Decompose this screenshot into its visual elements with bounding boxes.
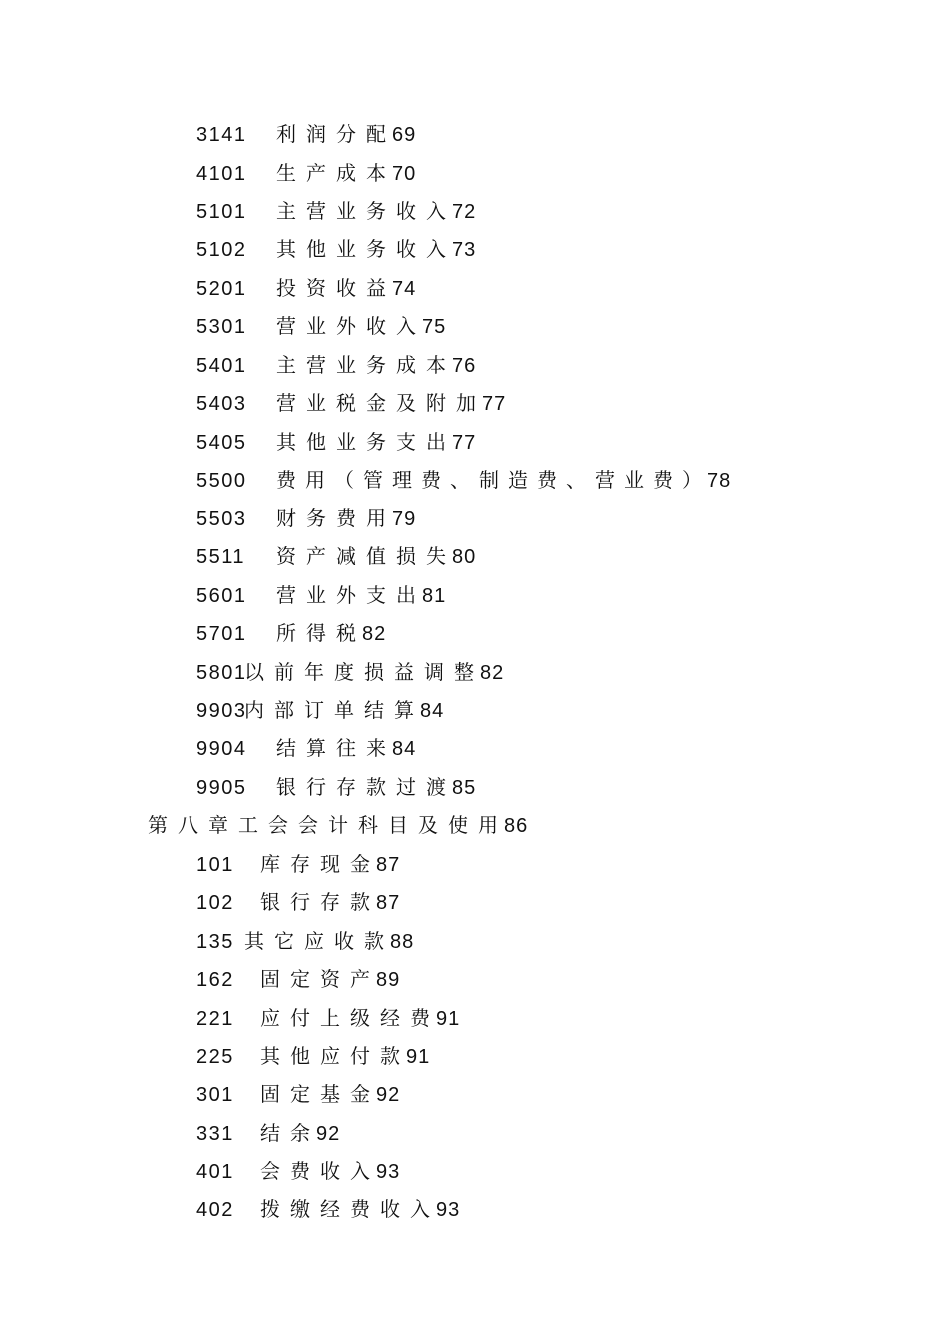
page-number: 93: [436, 1199, 461, 1221]
account-code: 5405: [196, 432, 247, 454]
toc-entry: [196, 158, 416, 188]
page-number: 79: [392, 508, 417, 530]
toc-entry: [196, 733, 416, 763]
account-code: 5701: [196, 623, 247, 645]
account-code: 162: [196, 969, 234, 991]
account-code: 5500: [196, 470, 247, 492]
account-title: 其他应付款: [260, 1044, 410, 1068]
toc-entry: [196, 849, 400, 879]
account-title: 利润分配: [276, 122, 396, 146]
page-number: 86: [504, 815, 529, 837]
toc-entry: [196, 465, 731, 495]
page-number: 93: [376, 1161, 401, 1183]
account-code: 402: [196, 1199, 234, 1221]
page-number: 82: [362, 623, 387, 645]
account-title: 其他业务收入: [276, 237, 456, 261]
account-code: 135: [196, 931, 234, 953]
toc-entry: [196, 695, 444, 725]
chapter-title: 第八章工会会计科目及使用: [148, 813, 508, 837]
page-number: 72: [452, 201, 477, 223]
toc-entry: [196, 887, 400, 917]
account-title: 投资收益: [276, 276, 396, 300]
toc-entry: [196, 350, 476, 380]
account-title: 固定基金: [260, 1082, 380, 1106]
account-title: 库存现金: [260, 852, 380, 876]
toc-entry: [196, 541, 476, 571]
account-title: 其它应收款: [244, 929, 394, 953]
account-title: 费用（管理费、制造费、营业费）: [276, 468, 711, 492]
account-code: 5301: [196, 316, 247, 338]
page-number: 89: [376, 969, 401, 991]
account-title: 营业外收入: [276, 314, 426, 338]
toc-entry: [196, 196, 476, 226]
page-number: 85: [452, 777, 477, 799]
page-number: 78: [707, 470, 732, 492]
toc-entry: [196, 1079, 400, 1109]
account-code: 5102: [196, 239, 247, 261]
account-title: 应付上级经费: [260, 1006, 440, 1030]
page-number: 84: [420, 700, 445, 722]
toc-entry: [196, 1003, 460, 1033]
toc-entry: [196, 273, 416, 303]
toc-entry: [196, 234, 476, 264]
page-number: 74: [392, 278, 417, 300]
account-code: 5101: [196, 201, 247, 223]
account-title: 资产减值损失: [276, 544, 456, 568]
page-number: 87: [376, 892, 401, 914]
account-title: 财务费用: [276, 506, 396, 530]
toc-entry: [196, 657, 504, 687]
account-code: 5503: [196, 508, 247, 530]
toc-entry: [196, 926, 414, 956]
toc-entry: [196, 618, 386, 648]
account-title: 营业外支出: [276, 583, 426, 607]
toc-entry: [196, 964, 400, 994]
toc-entry: [196, 1194, 460, 1224]
account-title: 会费收入: [260, 1159, 380, 1183]
toc-entry: [196, 119, 416, 149]
account-code: 101: [196, 854, 234, 876]
toc-entry: [196, 1118, 340, 1148]
account-title: 主营业务收入: [276, 199, 456, 223]
page-number: 75: [422, 316, 447, 338]
account-code: 5201: [196, 278, 247, 300]
toc-entry: [196, 311, 446, 341]
page-number: 69: [392, 124, 417, 146]
toc-entry: [196, 1041, 430, 1071]
page-number: 84: [392, 738, 417, 760]
page-number: 82: [480, 662, 505, 684]
account-code: 401: [196, 1161, 234, 1183]
account-code: 5801: [196, 662, 247, 684]
page-number: 87: [376, 854, 401, 876]
account-code: 5511: [196, 546, 246, 568]
account-code: 4101: [196, 163, 247, 185]
account-code: 221: [196, 1008, 234, 1030]
account-title: 其他业务支出: [276, 430, 456, 454]
toc-entry: [196, 427, 476, 457]
page-number: 80: [452, 546, 477, 568]
chapter-heading: [148, 810, 528, 840]
account-title: 固定资产: [260, 967, 380, 991]
account-title: 拨缴经费收入: [260, 1197, 440, 1221]
account-code: 225: [196, 1046, 234, 1068]
account-title: 结算往来: [276, 736, 396, 760]
account-code: 102: [196, 892, 234, 914]
account-code: 331: [196, 1123, 234, 1145]
account-code: 301: [196, 1084, 234, 1106]
account-title: 银行存款过渡: [276, 775, 456, 799]
account-title: 银行存款: [260, 890, 380, 914]
page-number: 92: [316, 1123, 341, 1145]
account-title: 所得税: [276, 621, 366, 645]
account-title: 内部订单结算: [244, 698, 424, 722]
toc-entry: [196, 772, 476, 802]
account-title: 以前年度损益调整: [244, 660, 484, 684]
account-title: 生产成本: [276, 161, 396, 185]
account-title: 营业税金及附加: [276, 391, 486, 415]
account-code: 9903: [196, 700, 247, 722]
account-code: 5601: [196, 585, 247, 607]
account-code: 5401: [196, 355, 247, 377]
page-number: 81: [422, 585, 447, 607]
toc-entry: [196, 580, 446, 610]
page-number: 92: [376, 1084, 401, 1106]
page-number: 91: [436, 1008, 461, 1030]
page-number: 70: [392, 163, 417, 185]
toc-entry: [196, 388, 506, 418]
page-number: 91: [406, 1046, 431, 1068]
account-code: 9904: [196, 738, 247, 760]
account-code: 5403: [196, 393, 247, 415]
page-number: 76: [452, 355, 477, 377]
page-number: 77: [482, 393, 507, 415]
page-number: 77: [452, 432, 477, 454]
account-title: 主营业务成本: [276, 353, 456, 377]
account-code: 9905: [196, 777, 247, 799]
account-title: 结余: [260, 1121, 320, 1145]
page-number: 88: [390, 931, 415, 953]
toc-entry: [196, 503, 416, 533]
page-number: 73: [452, 239, 477, 261]
account-code: 3141: [196, 124, 247, 146]
toc-entry: [196, 1156, 400, 1186]
